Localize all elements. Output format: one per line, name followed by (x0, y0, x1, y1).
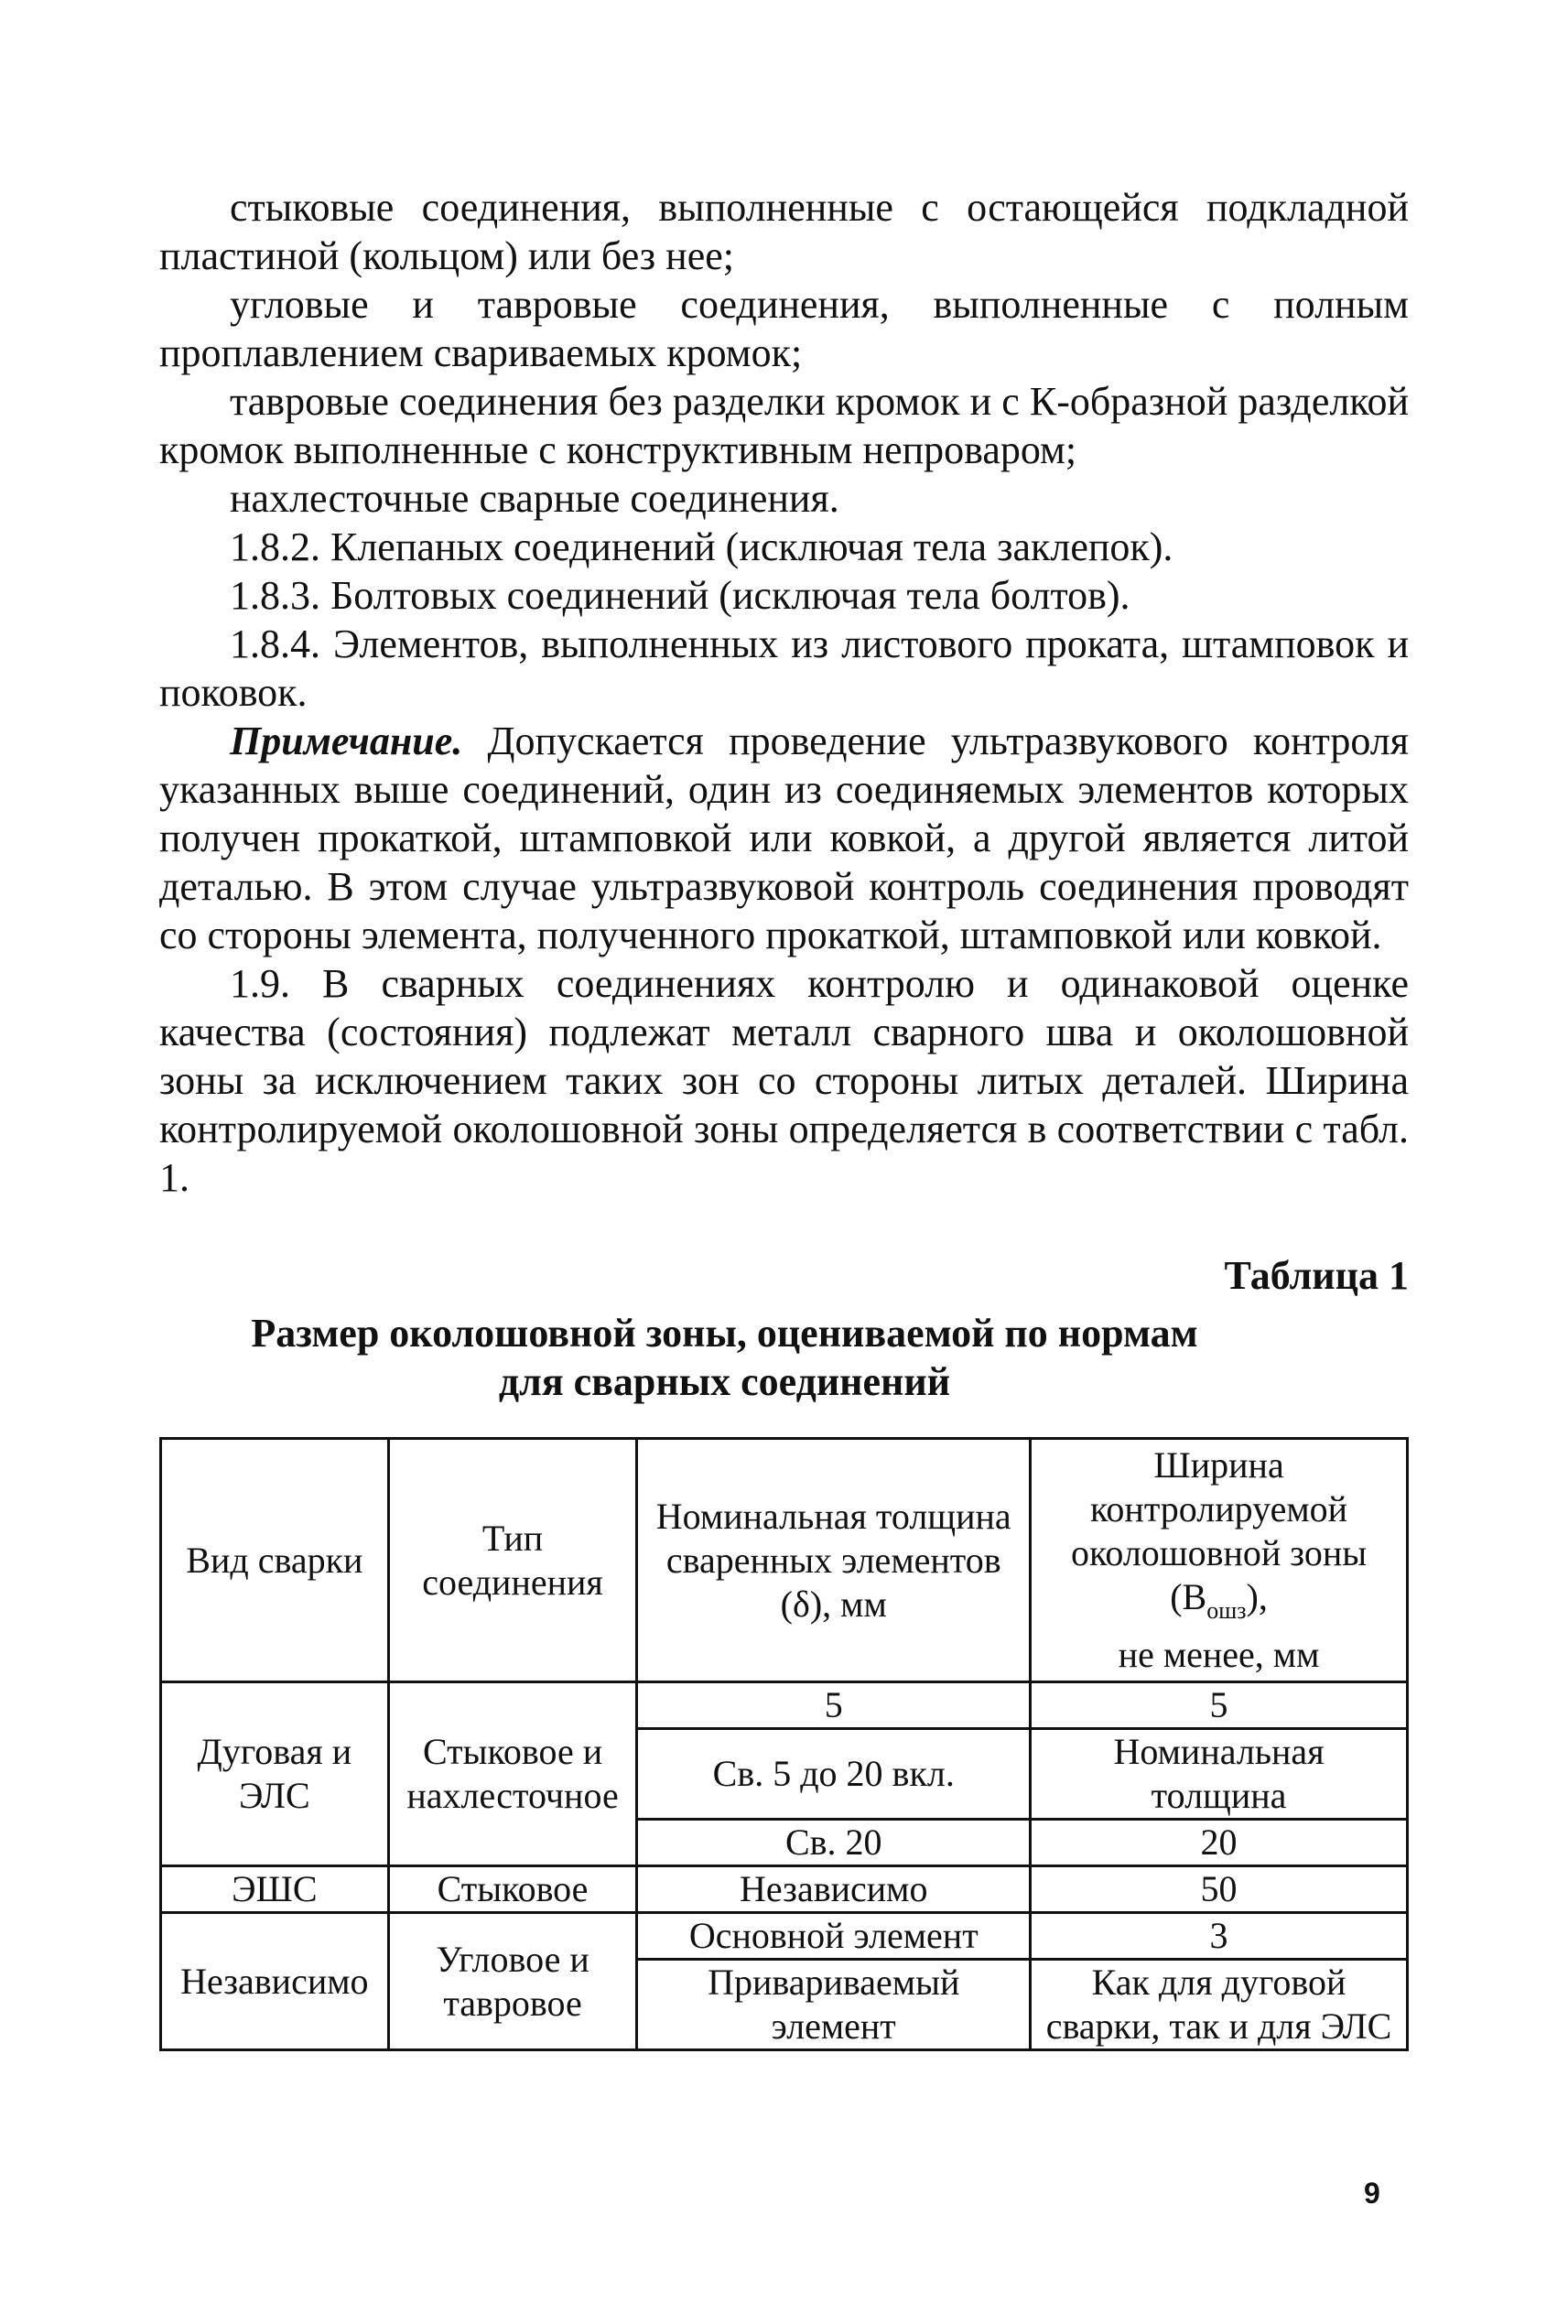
cell-thickness: Основной элемент (637, 1913, 1031, 1960)
paragraph: тавровые соединения без разделки кромок и с К-образной разделкой кромок выполненные с конструктивным непроваром; (159, 379, 1409, 472)
table-number: Таблица 1 (1224, 1253, 1409, 1298)
header-zone-width: Ширина контролируемой околошовной зоны $(В_{ошз})$, не менее, мм (1031, 1439, 1408, 1682)
header-weld-type: Вид сварки (161, 1439, 389, 1682)
cell-zone-width: 20 (1031, 1820, 1408, 1866)
table-row (161, 1913, 1408, 1960)
paragraph: 1.9. В сварных соединениях контролю и одинаковой оценке качества (состояния) подлежат металл сварного шва и околошовной зоны за исключением таких зон со стороны литых деталей. Ширина контролируемой околошовной зоны определяется в соответствии с табл. 1. (159, 961, 1409, 1200)
cell-zone-width: 3 (1031, 1913, 1408, 1960)
paragraph: 1.8.4. Элементов, выполненных из листового проката, штамповок и поковок. (159, 622, 1409, 715)
cell-weld-type: ЭШС (161, 1866, 389, 1913)
cell-zone-width: Номинальная толщина (1031, 1729, 1408, 1820)
cell-weld-type: Независимо (161, 1913, 389, 2050)
table-title (159, 1309, 1409, 1406)
cell-joint-type: Стыковое и нахлесточное (388, 1682, 637, 1866)
paragraph: нахлесточные сварные соединения. (230, 476, 839, 521)
page-number: 9 (1364, 2177, 1380, 2210)
table-title-line: для сварных соединений (498, 1359, 951, 1404)
paragraph: 1.8.3. Болтовых соединений (исключая тела болтов). (230, 573, 1130, 618)
paragraph: стыковые соединения, выполненные с остающейся подкладной пластиной (кольцом) или без нее; (159, 185, 1409, 278)
paragraph: угловые и тавровые соединения, выполненные с полным проплавлением свариваемых кромок; (159, 282, 1409, 375)
header-joint-type: Тип соединения (388, 1439, 637, 1682)
cell-thickness: 5 (637, 1682, 1031, 1729)
table-title-line: Размер околошовной зоны, оцениваемой по нормам (251, 1311, 1198, 1356)
cell-joint-type: Угловое и тавровое (388, 1913, 637, 2050)
header-thickness: Номинальная толщина сваренных элементов (δ), мм (637, 1439, 1031, 1682)
note-paragraph (159, 717, 1409, 959)
table-row (161, 1866, 1408, 1913)
note-label: Примечание. (230, 719, 463, 763)
cell-joint-type: Стыковое (388, 1866, 637, 1913)
cell-thickness: Независимо (637, 1866, 1031, 1913)
weld-zone-table (159, 1437, 1409, 2051)
note-text: Допускается проведение ультразвукового контроля указанных выше соединений, один из соединяемых элементов которых получен прокаткой, штамповкой или ковкой, а другой является литой деталью. В этом случае ультразвуковой контроль соединения проводят со стороны элемента, полученного прокаткой, штамповкой или ковкой. (159, 719, 1409, 957)
table-header-row (161, 1439, 1408, 1682)
cell-zone-width: Как для дуговой сварки, так и для ЭЛС (1031, 1960, 1408, 2050)
cell-thickness: Св. 5 до 20 вкл. (637, 1729, 1031, 1820)
cell-thickness: Св. 20 (637, 1820, 1031, 1866)
cell-zone-width: 5 (1031, 1682, 1408, 1729)
table-row (161, 1682, 1408, 1729)
cell-weld-type: Дуговая и ЭЛС (161, 1682, 389, 1866)
cell-zone-width: 50 (1031, 1866, 1408, 1913)
cell-thickness: Привариваемый элемент (637, 1960, 1031, 2050)
paragraph: 1.8.2. Клепаных соединений (исключая тела заклепок). (230, 524, 1173, 569)
body-text (159, 183, 1409, 1202)
